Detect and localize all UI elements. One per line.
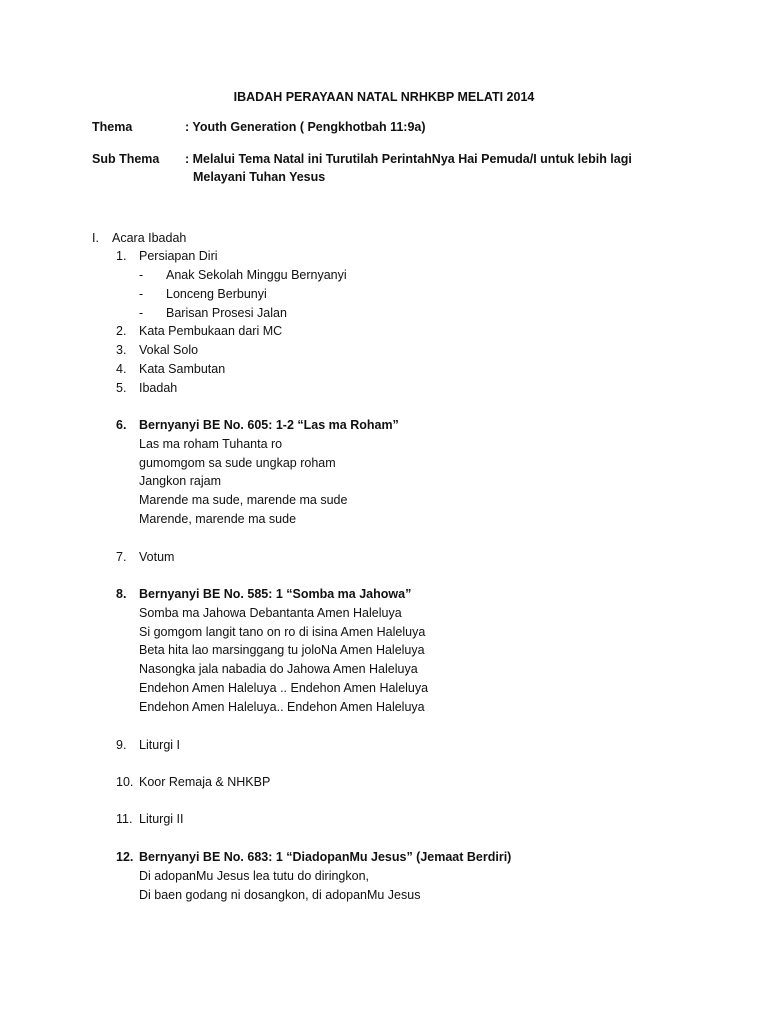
sub-thema-label: Sub Thema — [92, 152, 160, 166]
list-item-text: Bernyanyi BE No. 683: 1 “DiadopanMu Jesus” (Jemaat Berdiri) — [139, 850, 512, 864]
section-title: Acara Ibadah — [112, 231, 187, 245]
list-item-text: Vokal Solo — [139, 343, 199, 357]
list-item-number: 8. — [116, 587, 127, 601]
sub-item-text: Anak Sekolah Minggu Bernyanyi — [166, 268, 347, 282]
sub-thema-line2: Melayani Tuhan Yesus — [193, 170, 326, 184]
lyric-line: Di baen godang ni dosangkon, di adopanMu Jesus — [139, 888, 421, 902]
list-item-text: Liturgi II — [139, 812, 184, 826]
sub-item-text: Barisan Prosesi Jalan — [166, 306, 287, 320]
section-number: I. — [92, 231, 99, 245]
lyric-line: Marende, marende ma sude — [139, 512, 297, 526]
list-item-number: 12. — [116, 850, 134, 864]
list-item-text: Persiapan Diri — [139, 249, 218, 263]
sub-item-dash: - — [139, 268, 144, 282]
list-item-number: 5. — [116, 381, 127, 395]
list-item-text: Ibadah — [139, 381, 178, 395]
list-item-number: 11. — [116, 812, 133, 826]
lyric-line: Si gomgom langit tano on ro di isina Amen Haleluya — [139, 625, 426, 639]
list-item-number: 3. — [116, 343, 127, 357]
thema-label: Thema — [92, 120, 133, 134]
lyric-line: Di adopanMu Jesus lea tutu do diringkon, — [139, 869, 370, 883]
lyric-line: Jangkon rajam — [139, 474, 221, 488]
list-item-number: 1. — [116, 249, 127, 263]
lyric-line: gumomgom sa sude ungkap roham — [139, 456, 336, 470]
list-item-text: Bernyanyi BE No. 605: 1-2 “Las ma Roham” — [139, 418, 399, 432]
list-item-text: Bernyanyi BE No. 585: 1 “Somba ma Jahowa” — [139, 587, 412, 601]
sub-thema-line1: : Melalui Tema Natal ini Turutilah PerintahNya Hai Pemuda/I untuk lebih lagi — [185, 152, 632, 166]
list-item-number: 9. — [116, 738, 127, 752]
list-item-number: 10. — [116, 775, 134, 789]
list-item-number: 2. — [116, 324, 127, 338]
list-item-number: 4. — [116, 362, 127, 376]
sub-item-dash: - — [139, 287, 144, 301]
document-title: IBADAH PERAYAAN NATAL NRHKBP MELATI 2014 — [233, 90, 535, 104]
thema-value: : Youth Generation ( Pengkhotbah 11:9a) — [185, 120, 426, 134]
list-item-text: Votum — [139, 550, 175, 564]
lyric-line: Endehon Amen Haleluya.. Endehon Amen Haleluya — [139, 700, 425, 714]
lyric-line: Nasongka jala nabadia do Jahowa Amen Haleluya — [139, 662, 418, 676]
list-item-text: Kata Sambutan — [139, 362, 226, 376]
list-item-text: Koor Remaja & NHKBP — [139, 775, 271, 789]
list-item-number: 6. — [116, 418, 127, 432]
lyric-line: Endehon Amen Haleluya .. Endehon Amen Haleluya — [139, 681, 429, 695]
lyric-line: Beta hita lao marsinggang tu joloNa Amen Haleluya — [139, 643, 425, 657]
list-item-number: 7. — [116, 550, 127, 564]
lyric-line: Marende ma sude, marende ma sude — [139, 493, 348, 507]
sub-item-dash: - — [139, 306, 144, 320]
lyric-line: Las ma roham Tuhanta ro — [139, 437, 283, 451]
lyric-line: Somba ma Jahowa Debantanta Amen Haleluya — [139, 606, 402, 620]
list-item-text: Liturgi I — [139, 738, 180, 752]
list-item-text: Kata Pembukaan dari MC — [139, 324, 283, 338]
sub-item-text: Lonceng Berbunyi — [166, 287, 267, 301]
